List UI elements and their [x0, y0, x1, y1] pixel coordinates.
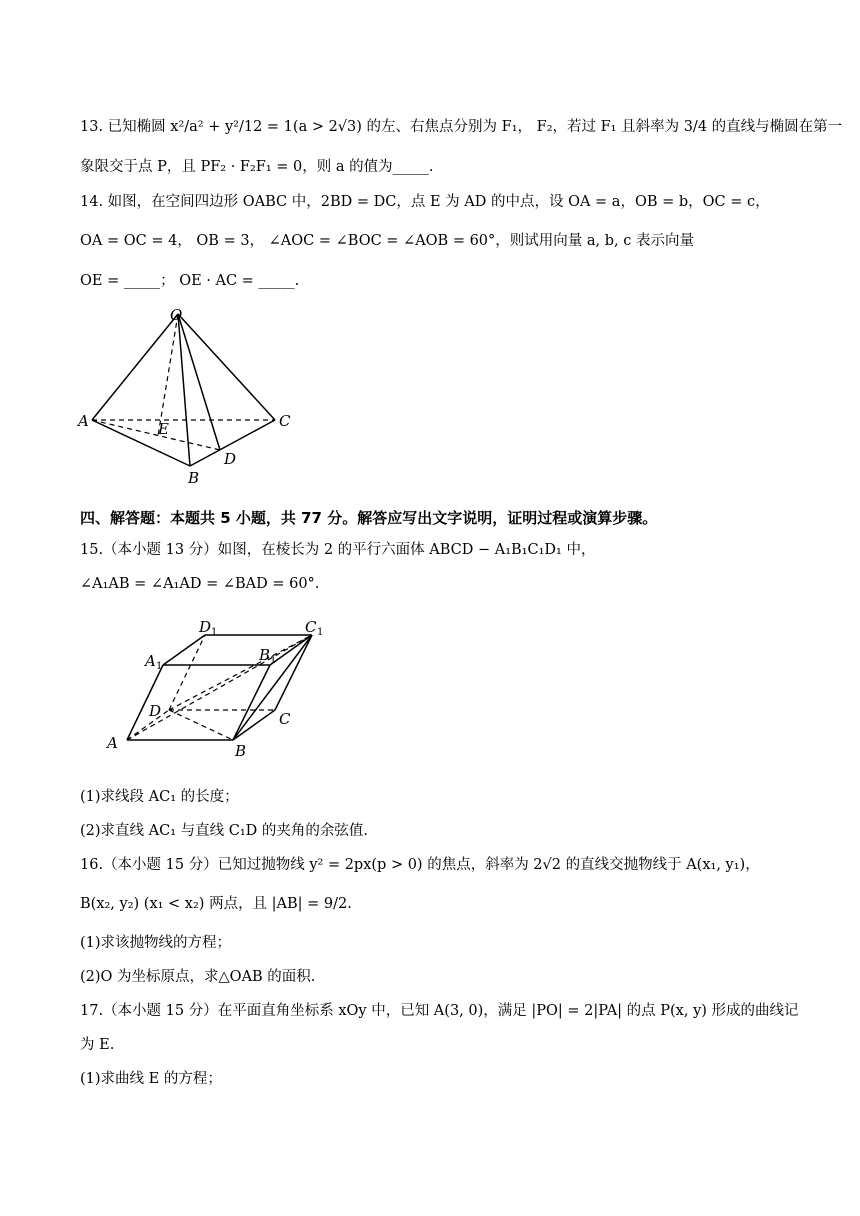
q16-part-2: (2)O 为坐标原点，求△OAB 的面积. [80, 969, 316, 985]
q16-line-2: B(x₂, y₂) (x₁ < x₂) 两点，且 |AB| = 9/2. [80, 896, 352, 912]
label-b: B [188, 469, 200, 487]
label-d1: D [199, 618, 212, 636]
label-a: A [78, 412, 89, 430]
q14-line-2: OA = OC = 4， OB = 3， ∠AOC = ∠BOC = ∠AOB = 60°，则试用向量 a, b, c 表示向量 [80, 233, 694, 249]
q17-line-1: 17.（本小题 15 分）在平面直角坐标系 xOy 中，已知 A(3, 0)，满足 |PO| = 2|PA| 的点 P(x, y) 形成的曲线记 [80, 1003, 799, 1019]
q15-line-1: 15.（本小题 13 分）如图，在棱长为 2 的平行六面体 ABCD − A₁B₁C₁D₁ 中， [80, 542, 596, 558]
label-c1: C [305, 618, 317, 636]
label-o: O [170, 306, 183, 324]
edge-oc [178, 314, 275, 420]
label-b1-sub: 1 [270, 655, 277, 666]
label-d: D [224, 450, 237, 468]
label-d1-sub: 1 [211, 627, 218, 638]
label-a1-sub: 1 [156, 661, 163, 672]
edge-bc [233, 710, 275, 740]
edge-oa [92, 314, 178, 420]
segment-db-hidden [169, 710, 233, 740]
edge-ad-hidden [127, 710, 169, 740]
label-e: E [158, 420, 169, 438]
label-a1: A [145, 652, 156, 670]
edge-od [178, 314, 220, 450]
edge-a1d1 [163, 635, 205, 665]
edge-ob [178, 314, 190, 466]
label-c1-sub: 1 [317, 627, 324, 638]
segment-oe-hidden [158, 314, 178, 436]
section-4-title: 四、解答题：本题共 5 小题，共 77 分。解答应写出文字说明，证明过程或演算步骤。 [80, 509, 658, 527]
q15-line-2: ∠A₁AB = ∠A₁AD = ∠BAD = 60°. [80, 576, 320, 592]
q15-part-1: (1)求线段 AC₁ 的长度； [80, 789, 239, 805]
q13-line-2: 象限交于点 P，且 PF₂ · F₂F₁ = 0，则 a 的值为_____. [80, 159, 434, 175]
q13-line-1: 13. 已知椭圆 x²/a² + y²/12 = 1(a > 2√3) 的左、右焦点分别为 F₁， F₂，若过 F₁ 且斜率为 3/4 的直线与椭圆在第一 [80, 119, 843, 135]
q14-line-3: OE = _____； OE · AC = _____. [80, 273, 300, 289]
label-b1: B [259, 646, 271, 664]
label-b: B [235, 742, 247, 760]
segment-ad-hidden [92, 420, 220, 450]
label-d: D [149, 702, 162, 720]
label-a: A [107, 734, 118, 752]
q14-line-1: 14. 如图，在空间四边形 OABC 中，2BD = DC，点 E 为 AD 的中点，设 OA = a，OB = b，OC = c， [80, 194, 770, 210]
q15-part-2: (2)求直线 AC₁ 与直线 C₁D 的夹角的余弦值. [80, 823, 368, 839]
q17-part-1: (1)求曲线 E 的方程； [80, 1071, 222, 1087]
label-c: C [279, 710, 291, 728]
label-c: C [279, 412, 291, 430]
edge-cc1 [275, 635, 312, 710]
q16-line-1: 16.（本小题 15 分）已知过抛物线 y² = 2px(p > 0) 的焦点，斜率为 2√2 的直线交抛物线于 A(x₁, y₁)， [80, 857, 760, 873]
q16-part-1: (1)求该抛物线的方程； [80, 935, 232, 951]
edge-ab [92, 420, 190, 466]
segment-c1b [233, 635, 312, 740]
parallelepiped-figure [95, 610, 345, 760]
tetrahedron-figure [70, 300, 300, 490]
q17-line-2: 为 E. [80, 1037, 115, 1053]
